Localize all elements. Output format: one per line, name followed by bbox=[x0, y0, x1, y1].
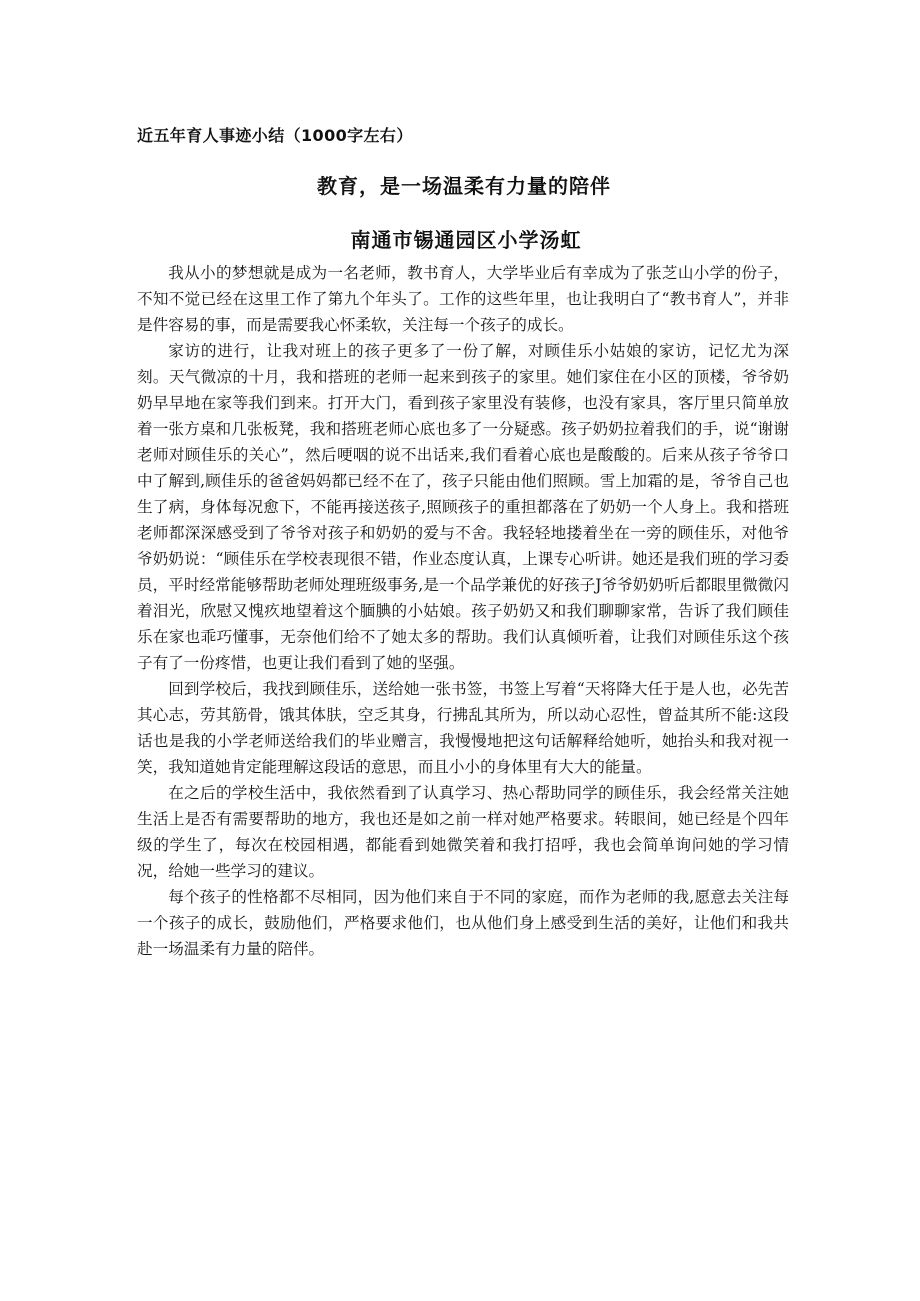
body-paragraph: 我从小的梦想就是成为一名老师，教书育人，大学毕业后有幸成为了张芝山小学的份子，不知不觉已经在这里工作了第九个年头了。工作的这些年里，也让我明白了“教书育人”，并非是件容易的事，而是需要我心怀柔软，关注每一个孩子的成长。 bbox=[137, 264, 789, 334]
body-paragraph: 每个孩子的性格都不尽相同，因为他们来自于不同的家庭，而作为老师的我,愿意去关注每一个孩子的成长，鼓励他们，严格要求他们，也从他们身上感受到生活的美好，让他们和我共赴一场温柔有力量的陪伴。 bbox=[137, 888, 789, 958]
body-paragraph: 家访的进行，让我对班上的孩子更多了一份了解，对顾佳乐小姑娘的家访，记忆尤为深刻。天气微凉的十月，我和搭班的老师一起来到孩子的家里。她们家住在小区的顶楼，爷爷奶奶早早地在家等我们到来。打开大门，看到孩子家里没有装修，也没有家具，客厅里只简单放着一张方桌和几张板凳，我和搭班老师心底也多了一分疑惑。孩子奶奶拉着我们的手，说“谢谢老师对顾佳乐的关心”，然后哽咽的说不出话来,我们看着心底也是酸酸的。后来从孩子爷爷口中了解到,顾佳乐的爸爸妈妈都已经不在了，孩子只能由他们照顾。雪上加霜的是，爷爷自己也生了病，身体每况愈下，不能再接送孩子,照顾孩子的重担都落在了奶奶一个人身上。我和搭班老师都深深感受到了爷爷对孩子和奶奶的爱与不舍。我轻轻地搂着坐在一旁的顾佳乐，对他爷爷奶奶说：“顾佳乐在学校表现很不错，作业态度认真，上课专心听讲。她还是我们班的学习委员，平时经常能够帮助老师处理班级事务,是一个品学兼优的好孩子J爷爷奶奶听后都眼里微微闪着泪光，欣慰又愧疚地望着这个腼腆的小姑娘。孩子奶奶又和我们聊聊家常，告诉了我们顾佳乐在家也乖巧懂事，无奈他们给不了她太多的帮助。我们认真倾听着，让我们对顾佳乐这个孩子有了一份疼惜，也更让我们看到了她的坚强。 bbox=[137, 342, 789, 672]
body-paragraph: 回到学校后，我找到顾佳乐，送给她一张书签，书签上写着“天将降大任于是人也，必先苦其心志，劳其筋骨，饿其体肤，空乏其身，行拂乱其所为，所以动心忍性，曾益其所不能:这段话也是我的小学老师送给我们的毕业赠言，我慢慢地把这句话解释给她听，她抬头和我对视一笑，我知道她肯定能理解这段话的意思，而且小小的身体里有大大的能量。 bbox=[137, 680, 789, 776]
body-paragraph: 在之后的学校生活中，我依然看到了认真学习、热心帮助同学的顾佳乐，我会经常关注她生活上是否有需要帮助的地方，我也还是如之前一样对她严格要求。转眼间，她已经是个四年级的学生了，每次在校园相遇，都能看到她微笑着和我打招呼，我也会简单询问她的学习情况，给她一些学习的建议。 bbox=[137, 784, 789, 880]
article-title: 教育，是一场温柔有力量的陪伴 bbox=[317, 174, 611, 198]
document-heading: 近五年育人事迹小结（1000字左右） bbox=[137, 126, 413, 145]
article-body bbox=[137, 260, 789, 962]
article-author: 南通市锡通园区小学汤虹 bbox=[350, 228, 582, 252]
